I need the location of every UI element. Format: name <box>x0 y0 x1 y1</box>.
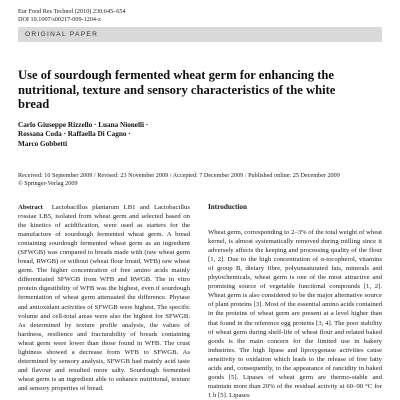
article-type-label: ORIGINAL PAPER <box>25 31 99 38</box>
doi: DOI 10.1007/s00217-009-1204-z <box>18 16 101 23</box>
abstract-paragraph <box>18 203 190 393</box>
abstract-column <box>18 203 190 393</box>
abstract-text: Lactobacillus plantarum LB1 and Lactobacillus rossiae LB5, isolated from wheat germ and selected based on the kinetics of acidification, were used as starters for the manufacture of sourdough fermented wheat germ. A bread containing sourdough fermented wheat germ as an ingredient (SFWGB) was compared to breads made with (raw wheat germ bread, RWGB) or without (wheat flour bread, WFB) raw wheat germ. The higher concentration of free amino acids mainly differentiated SFWGB from WFB and RWGB. The in vitro protein digestibility of WFB was the highest, even if sourdough fermentation of wheat germ attenuated the difference. Phytase and antioxidant activities of SFWGB were highest. The specific volume and cell-total areas were also the highest for SFWGB. As determined by texture profile analysis, the values of hardness, resilience and fracturability of breads containing wheat germ were lower than those found in WFB. The crust lightness showed a decrease from WFB to SFWGB. As determined by sensory analysis, SFWGB had mainly acid taste and flavour and resulted more salty. Sourdough fermented wheat germ is an ingredient able to enhance nutritional, texture and sensory properties of bread. <box>18 204 190 392</box>
author-line: Marco Gobbetti <box>18 139 68 148</box>
journal-citation: Eur Food Res Technol (2010) 230:645–654 <box>18 8 126 15</box>
publication-dates <box>18 172 382 188</box>
introduction-column <box>208 203 382 400</box>
author-line: Carlo Giuseppe Rizzello · Luana Nionelli · <box>18 121 149 129</box>
author-line: Rossana Coda · Raffaella Di Cagno · <box>18 130 131 139</box>
author-list <box>18 121 258 149</box>
history-dates: Received: 10 September 2009 / Revised: 23 November 2009 / Accepted: 7 December 2009 / Published online: 25 December 2009 <box>18 172 340 179</box>
article-type-bar <box>18 27 382 42</box>
copyright: © Springer-Verlag 2009 <box>18 180 78 188</box>
introduction-text: Wheat germ, corresponding to 2–3% of the total weight of wheat kernel, is almost systematically removed during milling since it adversely affects the keeping and processing quality of the flour [1, 2]. Due to the high concentration of α-tocopherol, vitamins of group B, dietary fibre, polyunsaturated fats, minerals and phytochemicals, wheat germ is one of the most attractive and promising source of vegetable functional compounds [1, 2]. Wheat germ is also considered to be the major alternative source of plant proteins [3]. Most of the essential amino acids contained in the proteins of wheat germ are present at a level higher than that found in the reference egg proteins [3, 4]. The poor stability of wheat germ during shelf-life of wheat flour and related baked goods is the main concern for the limited use in bakery industries. The high lipase and lipoxygenase activities cause sensitivity to oxidation which leads to the release of free fatty acids and, consequently, to the appearance of rancidity in baked goods [5]. Lipases of wheat germ are thermo-stable and maintain more than 20% of the residual activity at 60–90 °C for 1 h [5]. Lipases <box>208 229 383 399</box>
abstract-label: Abstract <box>18 204 43 211</box>
introduction-heading: Introduction <box>208 203 248 211</box>
paper-title: Use of sourdough fermented wheat germ for enhancing the nutritional, texture and sensory characteristics of the white bread <box>18 68 336 112</box>
journal-header <box>18 8 126 24</box>
